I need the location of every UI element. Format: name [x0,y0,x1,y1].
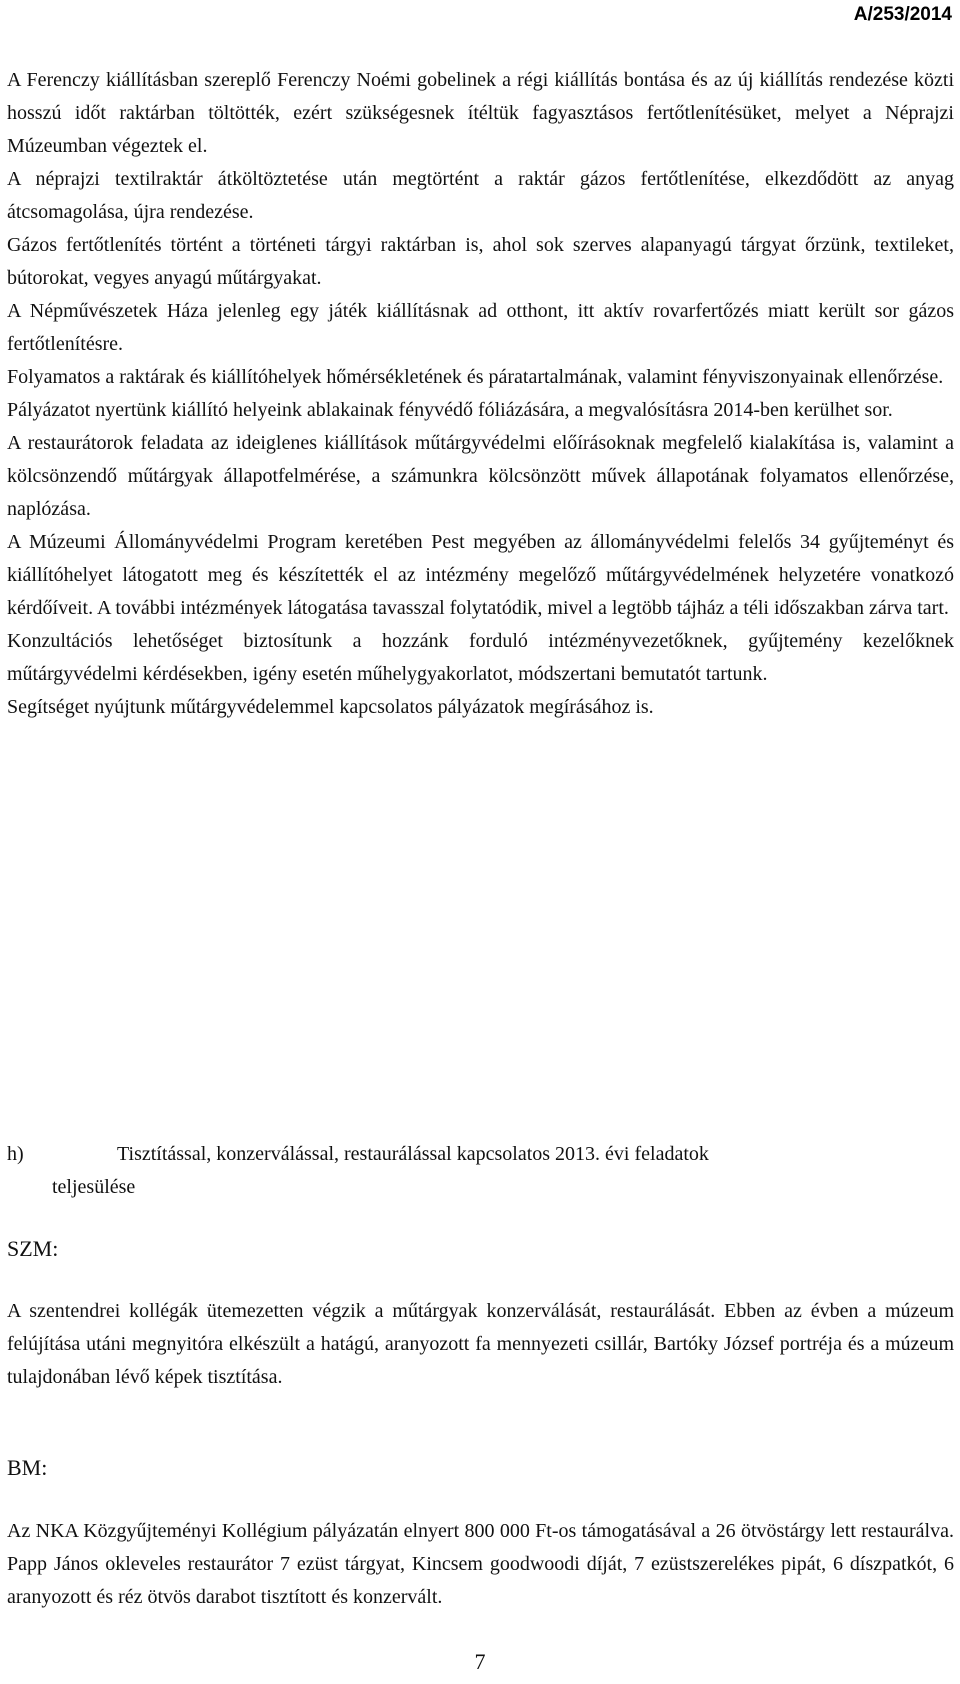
document-code: A/253/2014 [853,4,952,25]
bm-heading: BM: [7,1455,48,1480]
szm-paragraph: A szentendrei kollégák ütemezetten végzik a műtárgyak konzerválását, restaurálását. Ebben az évben a múzeum felújítása utáni megnyitóra elkészült a hatágú, aranyozott fa mennyezeti csillár, Bartóky József portréja és a múzeum tulajdonában lévő képek tisztítása. [7,1300,954,1388]
paragraph-protection-program: A Múzeumi Állományvédelmi Program keretében Pest megyében az állományvédelmi felelős 34 gyűjteményt és kiállítóhelyet látogatott meg és készítették el az intézmény megelőző műtárgyvédelmének helyzetére vonatkozó kérdőíveit. A további intézmények látogatása tavasszal folytatódik, mivel a legtöbb tájház a téli időszakban zárva tart. [7,531,954,619]
section-h-title-line1: Tisztítással, konzerválással, restaurálással kapcsolatos 2013. évi feladatok [117,1143,709,1165]
szm-heading: SZM: [7,1236,59,1261]
paragraph-grant-writing: Segítséget nyújtunk műtárgyvédelemmel kapcsolatos pályázatok megírásához is. [7,696,654,718]
section-h-title-continuation [7,1171,960,1204]
page-number: 7 [474,1649,486,1674]
paragraph-climate-monitoring: Folyamatos a raktárak és kiállítóhelyek hőmérsékletének és páratartalmának, valamint fényviszonyainak ellenőrzése. [7,366,944,388]
paragraph-consultation: Konzultációs lehetőséget biztosítunk a hozzánk forduló intézményvezetőknek, gyűjtemény kezelőknek műtárgyvédelmi kérdésekben, igény esetén műhelygyakorlatot, módszertani bemutatót tartunk. [7,630,954,685]
paragraph-gas-disinfection: Gázos fertőtlenítés történt a történeti tárgyi raktárban is, ahol sok szerves alapanyagú tárgyat őrzünk, textileket, bútorokat, vegyes anyagú műtárgyakat. [7,234,954,289]
section-h-heading [7,1138,947,1171]
paragraph-restorer-tasks: A restaurátorok feladata az ideiglenes kiállítások műtárgyvédelmi előírásoknak megfelelő kialakítása is, valamint a kölcsönzendő műtárgyak állapotfelmérése, a számunkra kölcsönzött művek állapotának folyamatos ellenőrzése, naplózása. [7,432,954,520]
paragraph-window-foil-grant: Pályázatot nyertünk kiállító helyeink ablakainak fényvédő fóliázására, a megvalósításra 2014-ben kerülhet sor. [7,399,893,421]
paragraph-folk-art-house: A Népművészetek Háza jelenleg egy játék kiállításnak ad otthont, itt aktív rovarfertőzés miatt került sor gázos fertőtlenítésre. [7,300,954,355]
paragraph-ferenczy-gobelins: A Ferenczy kiállításban szereplő Ferenczy Noémi gobelinek a régi kiállítás bontása és az új kiállítás rendezése közti hosszú időt raktárban töltötték, ezért szükségesnek ítéltük fagyasztásos fertőtlenítésüket, melyet a Néprajzi Múzeumban végeztek el. [7,69,954,157]
intro-text-block [7,64,954,724]
section-h-title-line2: teljesülése [52,1176,136,1198]
section-h-label: h) [7,1143,24,1165]
bm-paragraph: Az NKA Közgyűjteményi Kollégium pályázatán elnyert 800 000 Ft-os támogatásával a 26 ötvöstárgy lett restaurálva. Papp János okleveles restaurátor 7 ezüst tárgyat, Kincsem goodwoodi díját, 7 ezüstszerelékes pipát, 6 díszpatkót, 6 aranyozott és réz ötvös darabot tisztított és konzervált. [7,1520,954,1608]
paragraph-textile-storage: A néprajzi textilraktár átköltöztetése után megtörtént a raktár gázos fertőtlenítése, elkezdődött az anyag átcsomagolása, újra rendezése. [7,168,954,223]
